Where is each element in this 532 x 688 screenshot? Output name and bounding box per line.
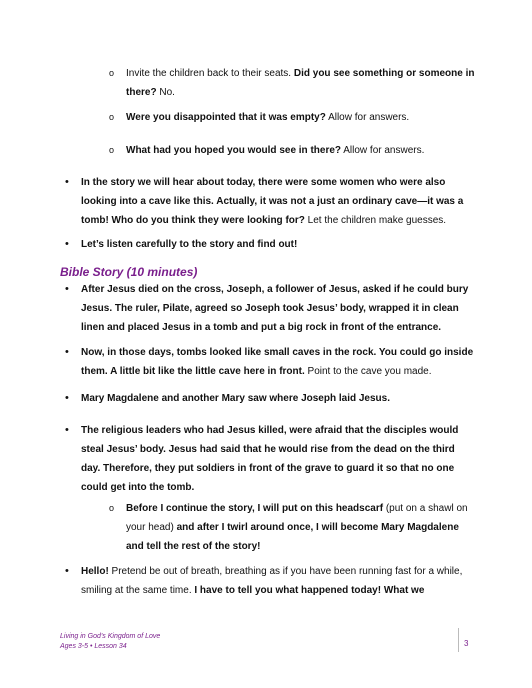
story-item-tombs (65, 343, 475, 381)
open-bullet-icon: o (109, 503, 115, 513)
story-item-bold: The religious leaders who had Jesus killed, were afraid that the disciples would steal Jesus’ body. Jesus had said that he would rise from the dead on the third day. Therefore, they put soldiers in front of the grave to guard it so that no one could get into the tomb. (81, 425, 459, 493)
filled-bullet-icon: • (65, 238, 69, 250)
open-bullet-icon: o (109, 145, 115, 155)
story-item-hello (65, 562, 475, 600)
sub-item-plain-end: Allow for answers. (341, 145, 425, 156)
sub-item-invite (109, 64, 478, 102)
filled-bullet-icon: • (65, 346, 69, 358)
filled-bullet-icon: • (65, 565, 69, 577)
sub-item-bold: Were you disappointed that it was empty? (126, 112, 326, 123)
sub-item-bold: Did you see something or someone in there? (126, 68, 475, 98)
sub-item-hoped (109, 141, 478, 160)
story-item-marys (65, 389, 475, 408)
open-bullet-icon: o (109, 112, 115, 122)
open-bullet-icon: o (109, 68, 115, 78)
story-item-bold: Mary Magdalene and another Mary saw where Joseph laid Jesus. (81, 393, 390, 404)
sub-item-plain: (put on a shawl on your head) (126, 503, 468, 533)
story-item-joseph (65, 280, 475, 337)
sub-item-disappointed (109, 108, 478, 127)
intro-item-women-cave (65, 173, 475, 230)
sub-item-headscarf (109, 499, 478, 556)
sub-item-plain-end: No. (156, 87, 175, 98)
story-item-plain: Pretend be out of breath, breathing as if you have been running fast for a while, smiling at the same time. (81, 566, 463, 596)
story-item-plain: Point to the cave you made. (304, 366, 432, 377)
page-number: 3 (464, 639, 469, 648)
filled-bullet-icon: • (65, 392, 69, 404)
sub-item-plain: Invite the children back to their seats. (126, 68, 294, 79)
intro-item-bold: Let’s listen carefully to the story and find out! (81, 239, 298, 250)
sub-item-plain-end: Allow for answers. (325, 112, 410, 123)
story-item-bold: Now, in those days, tombs looked like small caves in the rock. You could go inside them. A little bit like the little cave here in front. (81, 347, 474, 377)
story-item-leaders (65, 421, 475, 497)
footer-lesson: Ages 3-5 • Lesson 34 (60, 643, 127, 650)
filled-bullet-icon: • (65, 283, 69, 295)
story-item-bold: After Jesus died on the cross, Joseph, a follower of Jesus, asked if he could bury Jesus. The ruler, Pilate, agreed so Joseph took Jesus’ body, wrapped it in clean linen and placed Jesus in a tomb and put a big rock in front of the entrance. (81, 284, 469, 333)
intro-item-listen (65, 235, 475, 254)
sub-item-bold: Before I continue the story, I will put on this headscarf (126, 503, 384, 514)
filled-bullet-icon: • (65, 424, 69, 436)
page-footer (60, 632, 160, 652)
sub-item-bold-end: and after I twirl around once, I will become Mary Magdalene and tell the rest of the story! (126, 522, 459, 552)
story-item-bold-end: I have to tell you what happened today! What we (194, 585, 425, 596)
section-heading-bible-story: Bible Story (10 minutes) (60, 265, 198, 279)
intro-item-bold: In the story we will hear about today, there were some women who were also looking into a cave like this. Actually, it was not a just an ordinary cave—it was a tomb! Who do you think they were looking for? (81, 177, 464, 226)
intro-item-plain: Let the children make guesses. (304, 215, 447, 226)
footer-title: Living in God’s Kingdom of Love (60, 633, 161, 640)
story-item-bold: Hello! (81, 566, 109, 577)
filled-bullet-icon: • (65, 176, 69, 188)
sub-item-bold: What had you hoped you would see in there? (126, 145, 342, 156)
footer-divider (458, 628, 459, 652)
